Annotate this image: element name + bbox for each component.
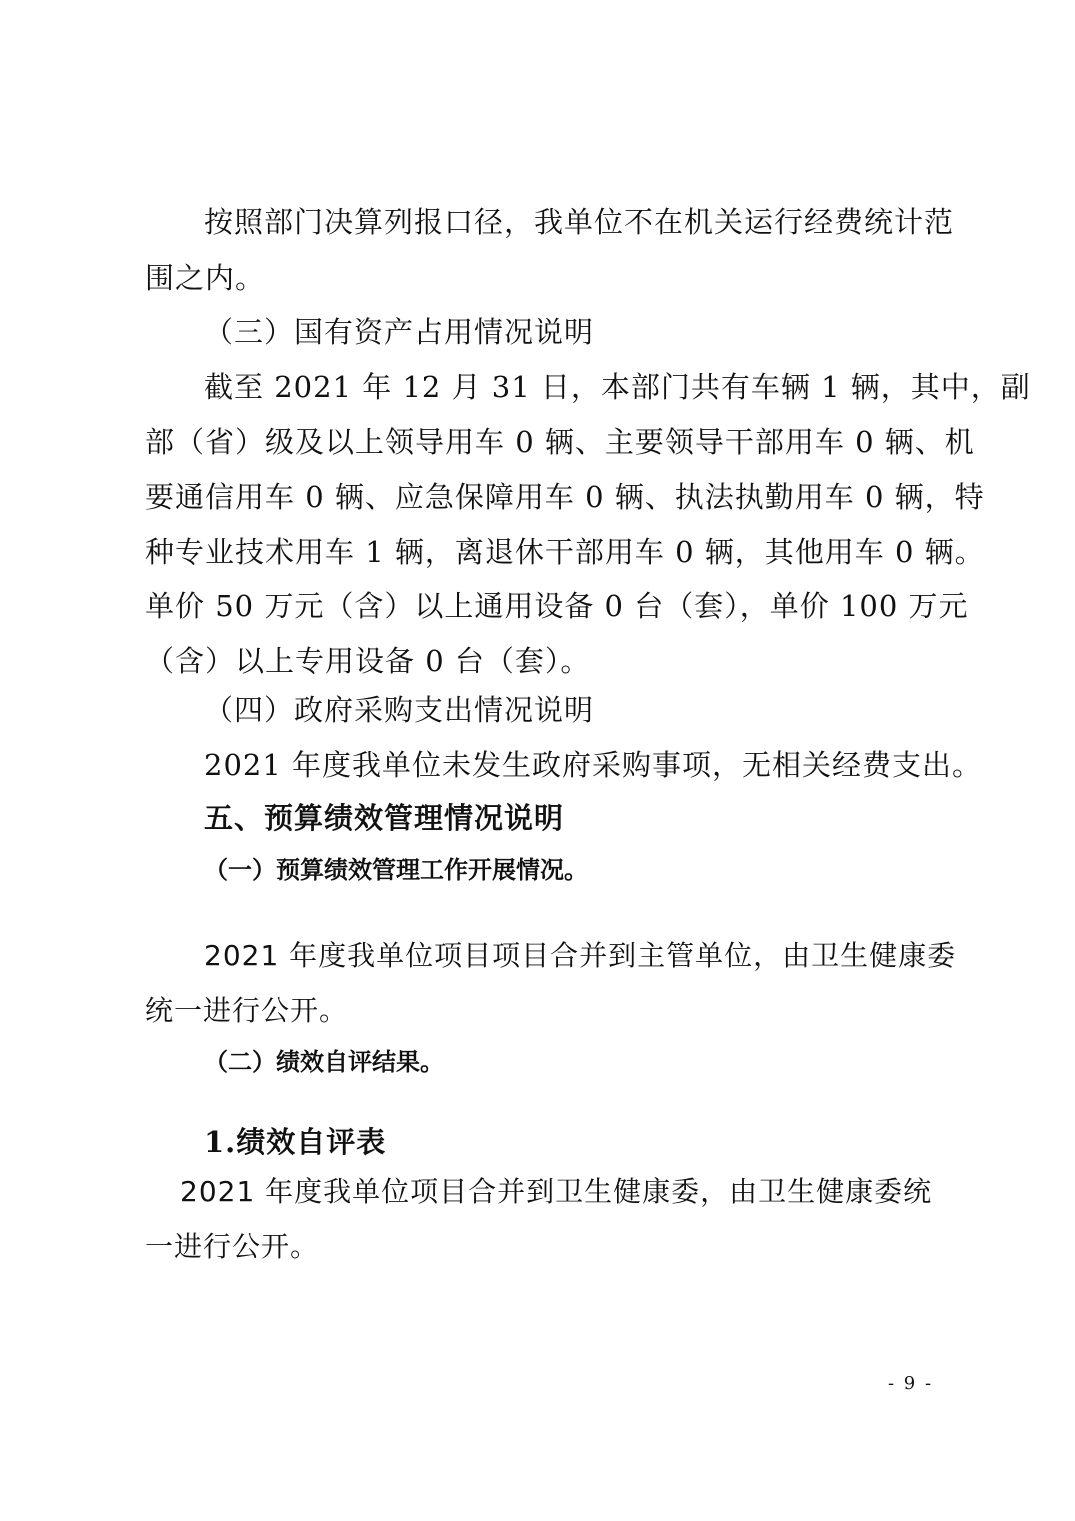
paragraph-line: 种专业技术用车 1 辆，离退休干部用车 0 辆，其他用车 0 辆。 (145, 535, 985, 569)
paragraph-line: 2021 年度我单位未发生政府采购事项，无相关经费支出。 (204, 748, 983, 782)
paragraph-line: 统一进行公开。 (145, 994, 349, 1027)
paragraph-line: 单价 50 万元（含）以上通用设备 0 台（套），单价 100 万元 (145, 589, 969, 623)
paragraph-line: （含）以上专用设备 0 台（套）。 (145, 644, 591, 678)
subsection-heading: （一）预算绩效管理工作开展情况。 (204, 856, 588, 884)
paragraph-line: 2021 年度我单位项目项目合并到主管单位，由卫生健康委 (204, 939, 957, 972)
paragraph-line: 要通信用车 0 辆、应急保障用车 0 辆、执法执勤用车 0 辆，特 (145, 480, 985, 514)
page-number: - 9 - (888, 1373, 934, 1394)
section-heading: （三）国有资产占用情况说明 (204, 315, 595, 349)
paragraph-line: 部（省）级及以上领导用车 0 辆、主要领导干部用车 0 辆、机 (145, 425, 975, 459)
paragraph-line: 围之内。 (145, 261, 266, 295)
paragraph-line: 截至 2021 年 12 月 31 日，本部门共有车辆 1 辆，其中，副 (204, 370, 1031, 404)
chapter-heading: 五、预算绩效管理情况说明 (204, 801, 565, 835)
subsection-heading: （二）绩效自评结果。 (204, 1048, 444, 1076)
paragraph-line: 2021 年度我单位项目合并到卫生健康委，由卫生健康委统 (180, 1175, 933, 1208)
subsection-heading: 1.绩效自评表 (204, 1125, 387, 1159)
paragraph-line: 一进行公开。 (145, 1230, 320, 1263)
section-heading: （四）政府采购支出情况说明 (204, 693, 595, 727)
paragraph-line: 按照部门决算列报口径，我单位不在机关运行经费统计范 (204, 205, 955, 239)
